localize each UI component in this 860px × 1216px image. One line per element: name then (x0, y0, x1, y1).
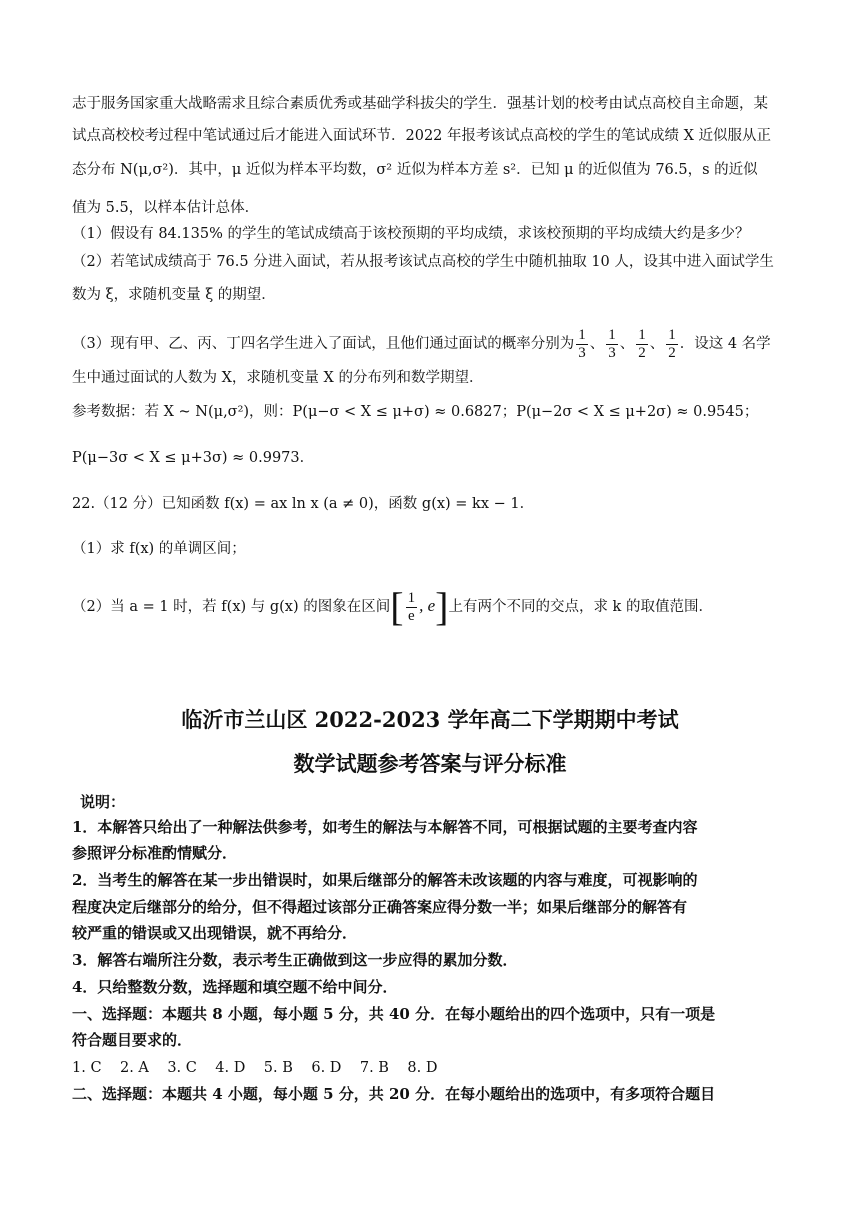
answer-title: 临沂市兰山区 2022-2023 学年高二下学期期中考试 (181, 707, 679, 732)
notes-label: 说明： (80, 793, 126, 811)
answer-subtitle: 数学试题参考答案与评分标准 (293, 751, 567, 776)
p21-intro-line-1: 志于服务国家重大战略需求且综合素质优秀或基础学科拔尖的学生．强基计划的校考由试点高校自主命题，某 (72, 96, 768, 112)
note-2-line-3: 较严重的错误或又出现错误，就不再给分． (72, 924, 358, 942)
prob-fraction-2: $\frac{1}{3}$ (608, 326, 616, 361)
section-2-heading-line-1: 二、选择题：本题共 4 小题，每小题 5 分，共 20 分．在每小题给出的选项中，有多项符合题目 (72, 1085, 716, 1103)
note-4: 4．只给整数分数，选择题和填空题不给中间分． (72, 978, 398, 996)
interval-right-end: , e (419, 596, 436, 615)
note-3: 3．解答右端所注分数，表示考生正确做到这一步应得的累加分数． (72, 951, 518, 969)
section-1-answers: 1. C 2. A 3. C 4. D 5. B 6. D 7. B 8. D (72, 1060, 438, 1076)
p21-question-1: （1）假设有 84.135% 的学生的笔试成绩高于该校预期的平均成绩，求该校预期的平均成绩大约是多少？ (72, 226, 750, 242)
p22-question-2: （2）当 a = 1 时，若 f(x) 与 g(x) 的图象在区间[ $\frac{1}{e}$ , e]上有两个不同的交点，求 k 的取值范围． (72, 584, 713, 629)
prob-fraction-3: $\frac{1}{2}$ (638, 326, 646, 361)
p22-q2-text-pre: （2）当 a = 1 时，若 f(x) 与 g(x) 的图象在区间 (72, 599, 391, 615)
prob-fraction-4: $\frac{1}{2}$ (668, 326, 676, 361)
p21-reference-data-line-1: 参考数据：若 X ~ N(μ,σ²)，则：P(μ−σ < X ≤ μ+σ) ≈ 0.6827；P(μ−2σ < X ≤ μ+2σ) ≈ 0.9545； (72, 404, 759, 420)
p22-q2-text-post: 上有两个不同的交点，求 k 的取值范围． (448, 599, 713, 615)
p21-reference-data-line-2: P(μ−3σ < X ≤ μ+3σ) ≈ 0.9973． (72, 450, 315, 466)
p21-q3-text-pre: （3）现有甲、乙、丙、丁四名学生进入了面试，且他们通过面试的概率分别为 (72, 336, 575, 352)
note-2-line-2: 程度决定后继部分的给分，但不得超过该部分正确答案应得分数一半；如果后继部分的解答有 (72, 898, 688, 916)
p21-question-3-line-2: 生中通过面试的人数为 X，求随机变量 X 的分布列和数学期望． (72, 370, 484, 386)
note-1-line-2: 参照评分标准酌情赋分． (72, 844, 238, 862)
interval-fraction: $\frac{1}{e}$ (407, 589, 416, 624)
p21-question-2-line-2: 数为 ξ，求随机变量 ξ 的期望． (72, 287, 276, 303)
section-1-heading-line-2: 符合题目要求的． (72, 1031, 193, 1049)
p22-question-1: （1）求 f(x) 的单调区间； (72, 541, 246, 557)
prob-fraction-1: $\frac{1}{3}$ (578, 326, 586, 361)
p22-stem: 22.（12 分）已知函数 f(x) = ax ln x (a ≠ 0)，函数 g(x) = kx − 1． (72, 496, 535, 512)
p21-q3-text-post: ．设这 4 名学 (679, 336, 771, 352)
p21-question-3-line-1: （3）现有甲、乙、丙、丁四名学生进入了面试，且他们通过面试的概率分别为 $\frac{1}{3}$ 、 $\frac{1}{3}$ 、 $\frac{1}{2}$ 、 $\frac{1}{2}$ ．设这 4 名学 (72, 326, 771, 361)
p21-question-2-line-1: （2）若笔试成绩高于 76.5 分进入面试，若从报考该试点高校的学生中随机抽取 10 人，设其中进入面试学生 (72, 254, 774, 270)
p21-intro-line-4: 值为 5.5，以样本估计总体． (72, 200, 260, 216)
p21-intro-line-2: 试点高校校考过程中笔试通过后才能进入面试环节．2022 年报考该试点高校的学生的笔试成绩 X 近似服从正 (72, 128, 772, 144)
note-2-line-1: 2．当考生的解答在某一步出错误时，如果后继部分的解答未改该题的内容与难度，可视影响的 (72, 871, 698, 889)
section-1-heading-line-1: 一、选择题：本题共 8 小题，每小题 5 分，共 40 分．在每小题给出的四个选项中，只有一项是 (72, 1005, 716, 1023)
note-1-line-1: 1．本解答只给出了一种解法供参考，如考生的解法与本解答不同，可根据试题的主要考查内容 (72, 818, 698, 836)
p21-intro-line-3: 态分布 N(μ,σ²)．其中，μ 近似为样本平均数，σ² 近似为样本方差 s²．已知 μ 的近似值为 76.5，s 的近似 (72, 162, 758, 178)
